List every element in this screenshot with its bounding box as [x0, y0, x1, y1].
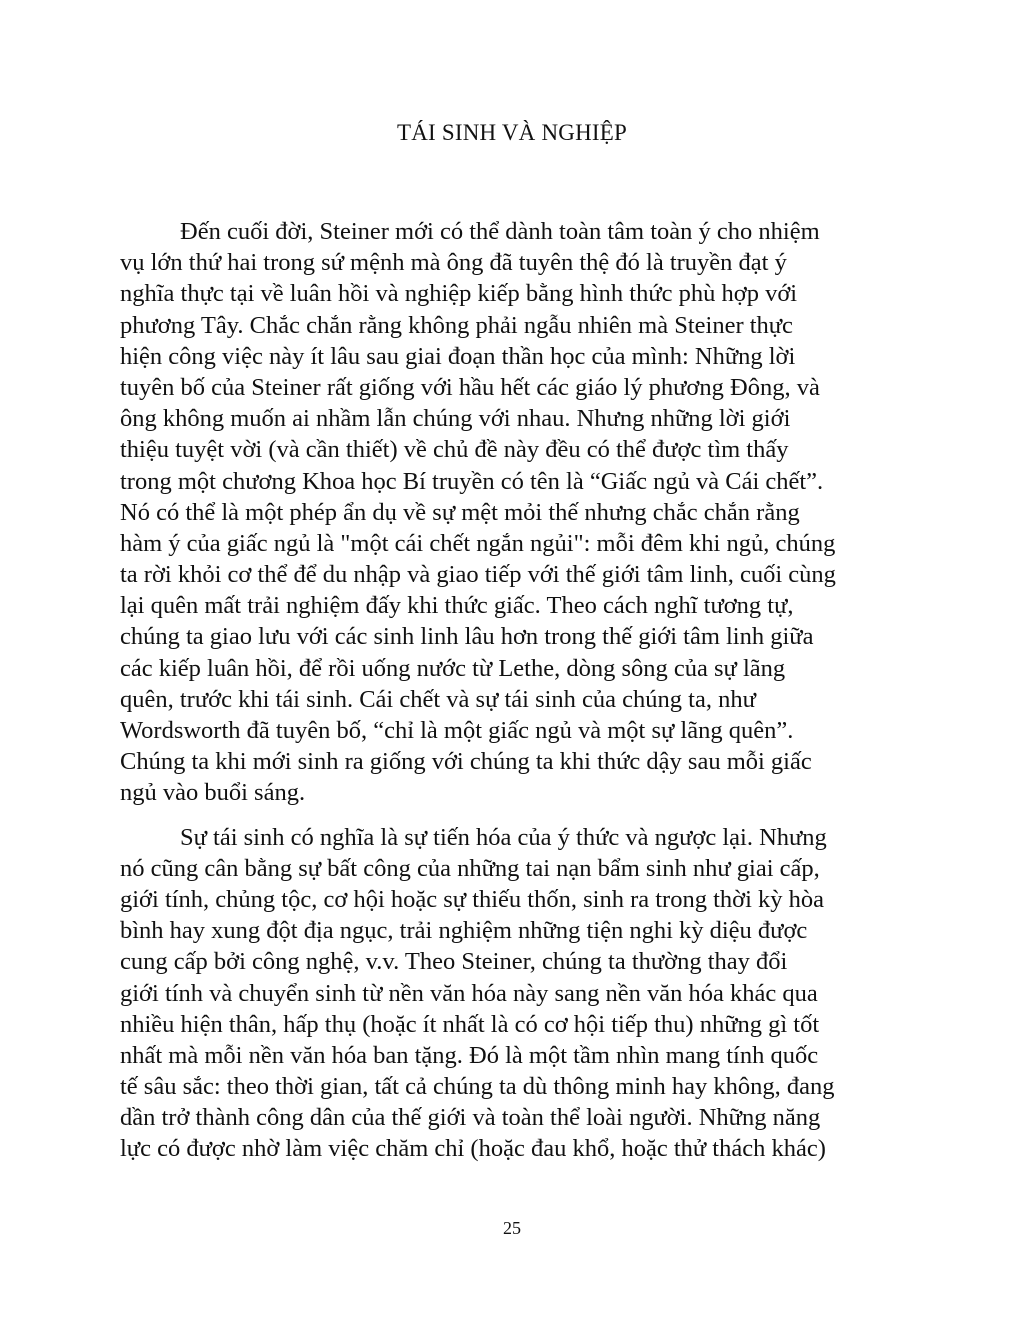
text-line: quên, trước khi tái sinh. Cái chết và sự tái sinh của chúng ta, như	[120, 685, 756, 713]
text-line: thiệu tuyệt vời (và cần thiết) về chủ đề này đều có thể được tìm thấy	[120, 436, 789, 464]
text-line: cung cấp bởi công nghệ, v.v. Theo Steiner, chúng ta thường thay đổi	[120, 948, 788, 976]
text-line: phương Tây. Chắc chắn rằng không phải ngẫu nhiên mà Steiner thực	[120, 311, 793, 339]
text-line: tế sâu sắc: theo thời gian, tất cả chúng ta dù thông minh hay không, đang	[120, 1073, 835, 1101]
text-line: chúng ta giao lưu với các sinh linh lâu hơn trong thế giới tâm linh giữa	[120, 623, 814, 651]
text-line: nó cũng cân bằng sự bất công của những tai nạn bẩm sinh như giai cấp,	[120, 854, 820, 882]
text-line: bình hay xung đột địa ngục, trải nghiệm những tiện nghi kỳ diệu được	[120, 917, 808, 945]
page-number: 25	[503, 1218, 521, 1238]
text-line: trong một chương Khoa học Bí truyền có tên là “Giấc ngủ và Cái chết”.	[120, 467, 824, 495]
text-line: hiện công việc này ít lâu sau giai đoạn thần học của mình: Những lời	[120, 342, 796, 370]
text-line: Đến cuối đời, Steiner mới có thể dành toàn tâm toàn ý cho nhiệm	[180, 218, 820, 245]
text-line: ta rời khỏi cơ thể để du nhập và giao tiếp với thế giới tâm linh, cuối cùng	[120, 561, 836, 589]
paragraph-spacer	[120, 809, 910, 822]
text-line: nhất mà mỗi nền văn hóa ban tặng. Đó là một tầm nhìn mang tính quốc	[120, 1041, 819, 1069]
text-line: hàm ý của giấc ngủ là "một cái chết ngắn ngủi": mỗi đêm khi ngủ, chúng	[120, 529, 836, 557]
text-line: vụ lớn thứ hai trong sứ mệnh mà ông đã tuyên thệ đó là truyền đạt ý	[120, 249, 787, 277]
text-line: giới tính, chủng tộc, cơ hội hoặc sự thiếu thốn, sinh ra trong thời kỳ hòa	[120, 885, 825, 913]
text-line: nhiều hiện thân, hấp thụ (hoặc ít nhất là có cơ hội tiếp thu) những gì tốt	[120, 1010, 820, 1038]
paragraph-2	[120, 822, 910, 1165]
text-line: ngủ vào buổi sáng.	[120, 779, 306, 807]
text-line: nghĩa thực tại về luân hồi và nghiệp kiếp bằng hình thức phù hợp với	[120, 280, 798, 308]
text-line: ông không muốn ai nhầm lẫn chúng với nhau. Nhưng những lời giới	[120, 405, 791, 433]
text-line: Chúng ta khi mới sinh ra giống với chúng ta khi thức dậy sau mỗi giấc	[120, 748, 812, 776]
text-line: Sự tái sinh có nghĩa là sự tiến hóa của ý thức và ngược lại. Nhưng	[180, 823, 827, 851]
text-line: lại quên mất trải nghiệm đấy khi thức giấc. Theo cách nghĩ tương tự,	[120, 592, 794, 620]
text-line: lực có được nhờ làm việc chăm chỉ (hoặc đau khổ, hoặc thử thách khác)	[120, 1135, 826, 1163]
body-text	[120, 216, 910, 1165]
text-line: giới tính và chuyển sinh từ nền văn hóa này sang nền văn hóa khác qua	[120, 979, 818, 1007]
chapter-title: TÁI SINH VÀ NGHIỆP	[397, 120, 627, 145]
paragraph-1	[120, 216, 910, 809]
text-line: Wordsworth đã tuyên bố, “chỉ là một giấc ngủ và một sự lãng quên”.	[120, 717, 794, 744]
text-line: dần trở thành công dân của thế giới và toàn thể loài người. Những năng	[120, 1104, 821, 1132]
text-line: tuyên bố của Steiner rất giống với hầu hết các giáo lý phương Đông, và	[120, 373, 820, 401]
text-line: các kiếp luân hồi, để rồi uống nước từ Lethe, dòng sông của sự lãng	[120, 654, 786, 682]
text-line: Nó có thể là một phép ẩn dụ về sự mệt mỏi thế nhưng chắc chắn rằng	[120, 498, 800, 526]
